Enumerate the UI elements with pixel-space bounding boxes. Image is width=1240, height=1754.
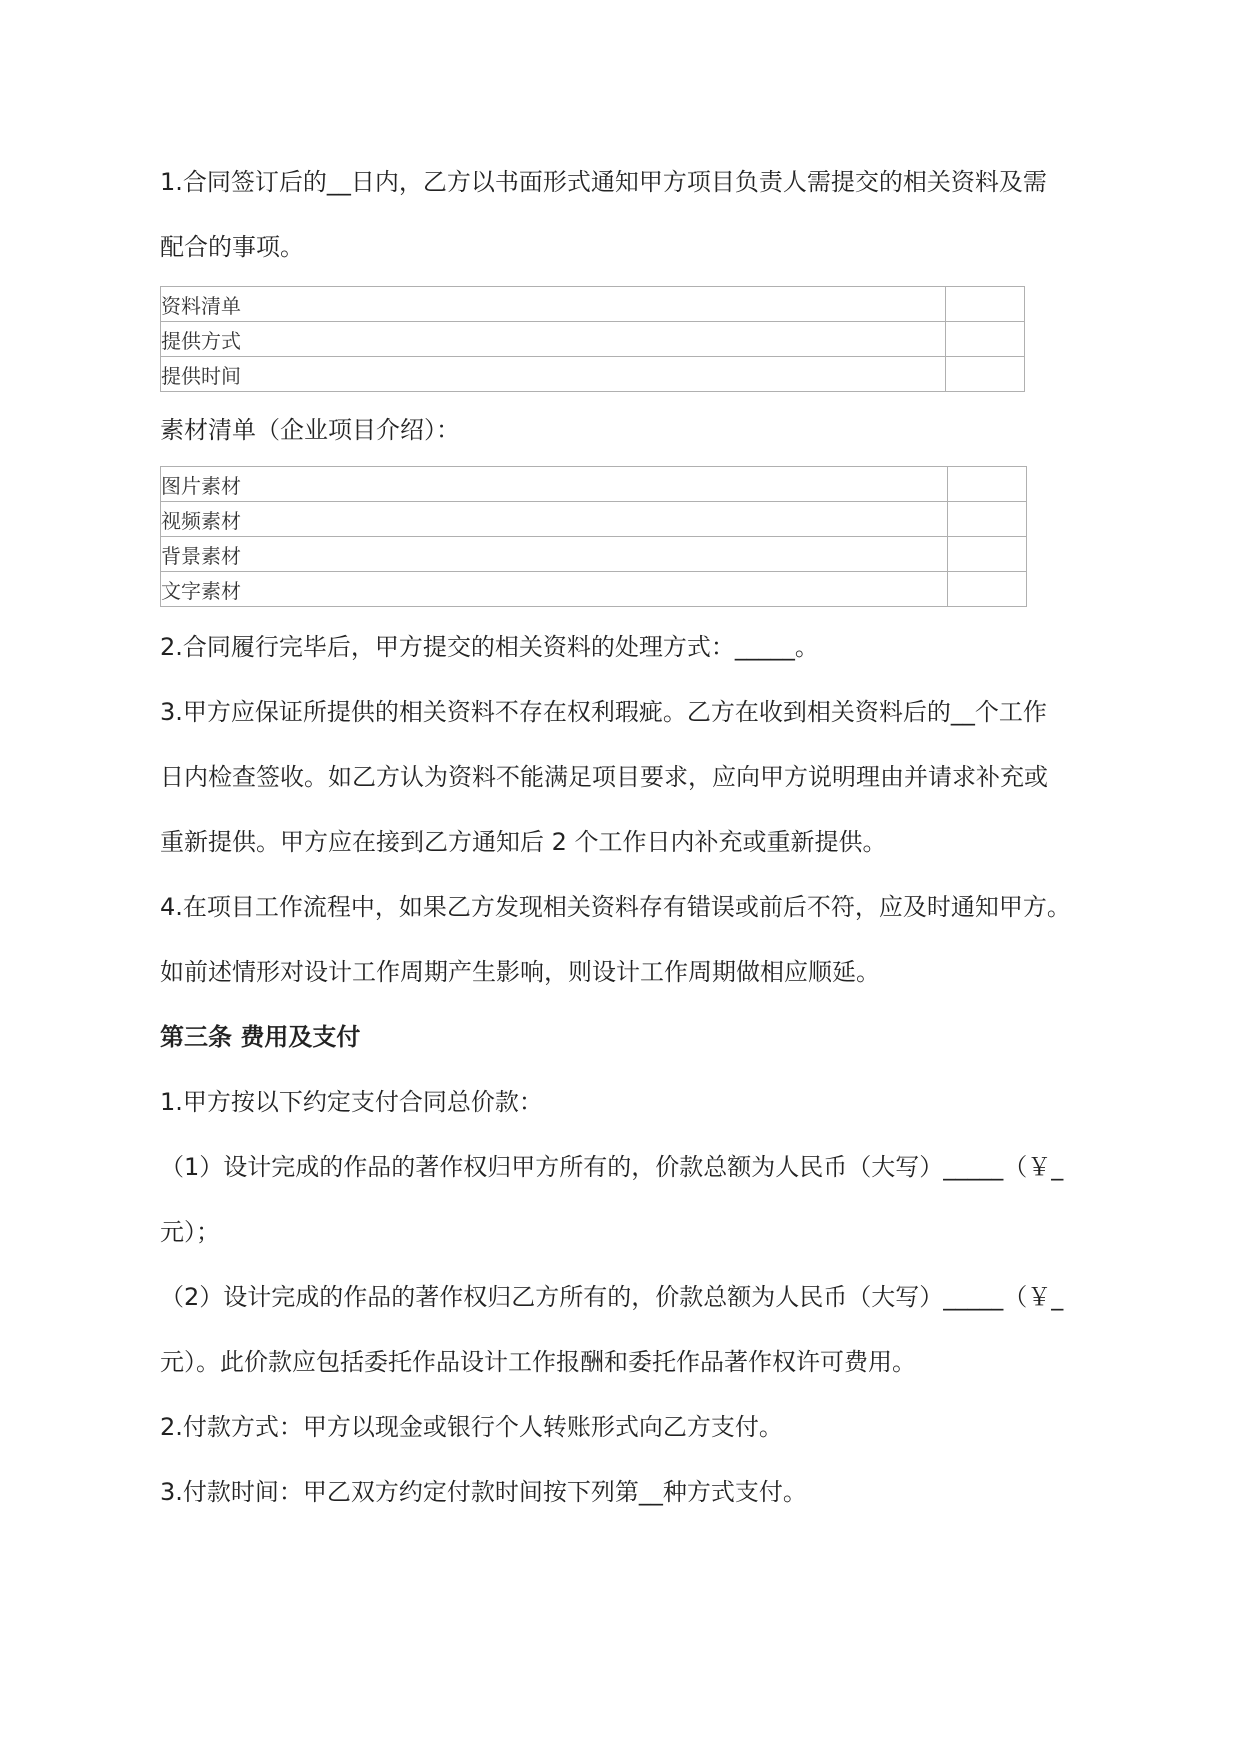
section-heading: 第三条 费用及支付 — [160, 1023, 361, 1051]
table-cell-value — [946, 287, 1025, 322]
payment-item-2-line-1: （2）设计完成的作品的著作权归乙方所有的，价款总额为人民币（大写）_____（￥_ — [160, 1283, 1064, 1311]
table-row — [161, 572, 1027, 607]
clause-4-line-1: 4.在项目工作流程中，如果乙方发现相关资料存有错误或前后不符，应及时通知甲方。 — [160, 893, 1071, 921]
table-cell-value — [946, 357, 1025, 392]
clause-1-line-1: 1.合同签订后的__日内，乙方以书面形式通知甲方项目负责人需提交的相关资料及需 — [160, 168, 1047, 196]
table-cell-value — [948, 467, 1027, 502]
table-cell-value — [948, 572, 1027, 607]
table-cell-label: 视频素材 — [161, 502, 948, 537]
clause-1-line-2: 配合的事项。 — [160, 233, 304, 261]
document-page — [160, 150, 1100, 1525]
clause-2: 2.合同履行完毕后，甲方提交的相关资料的处理方式：_____。 — [160, 633, 819, 661]
table-cell-label: 背景素材 — [161, 537, 948, 572]
table-row — [161, 537, 1027, 572]
payment-clause-1: 1.甲方按以下约定支付合同总价款： — [160, 1088, 543, 1116]
materials-table — [160, 286, 1025, 392]
table-cell-label: 提供方式 — [161, 322, 946, 357]
clause-3-line-1: 3.甲方应保证所提供的相关资料不存在权利瑕疵。乙方在收到相关资料后的__个工作 — [160, 698, 1047, 726]
table-cell-value — [948, 502, 1027, 537]
payment-item-1-line-1: （1）设计完成的作品的著作权归甲方所有的，价款总额为人民币（大写）_____（￥_ — [160, 1153, 1064, 1181]
table-row — [161, 502, 1027, 537]
assets-table — [160, 466, 1027, 607]
payment-item-2-line-2: 元）。此价款应包括委托作品设计工作报酬和委托作品著作权许可费用。 — [160, 1348, 916, 1376]
table-cell-value — [946, 322, 1025, 357]
table-row — [161, 467, 1027, 502]
payment-time: 3.付款时间：甲乙双方约定付款时间按下列第__种方式支付。 — [160, 1478, 807, 1506]
table-cell-label: 文字素材 — [161, 572, 948, 607]
materials-list-label: 素材清单（企业项目介绍）： — [160, 416, 460, 444]
clause-4-line-2: 如前述情形对设计工作周期产生影响，则设计工作周期做相应顺延。 — [160, 958, 880, 986]
table-row — [161, 322, 1025, 357]
table-cell-label: 提供时间 — [161, 357, 946, 392]
payment-method: 2.付款方式：甲方以现金或银行个人转账形式向乙方支付。 — [160, 1413, 783, 1441]
table-row — [161, 287, 1025, 322]
payment-item-1-line-2: 元）； — [160, 1218, 220, 1246]
table-row — [161, 357, 1025, 392]
table-cell-label: 资料清单 — [161, 287, 946, 322]
clause-3-line-2: 日内检查签收。如乙方认为资料不能满足项目要求，应向甲方说明理由并请求补充或 — [160, 763, 1048, 791]
table-cell-label: 图片素材 — [161, 467, 948, 502]
table-cell-value — [948, 537, 1027, 572]
clause-3-line-3: 重新提供。甲方应在接到乙方通知后 2 个工作日内补充或重新提供。 — [160, 828, 887, 856]
